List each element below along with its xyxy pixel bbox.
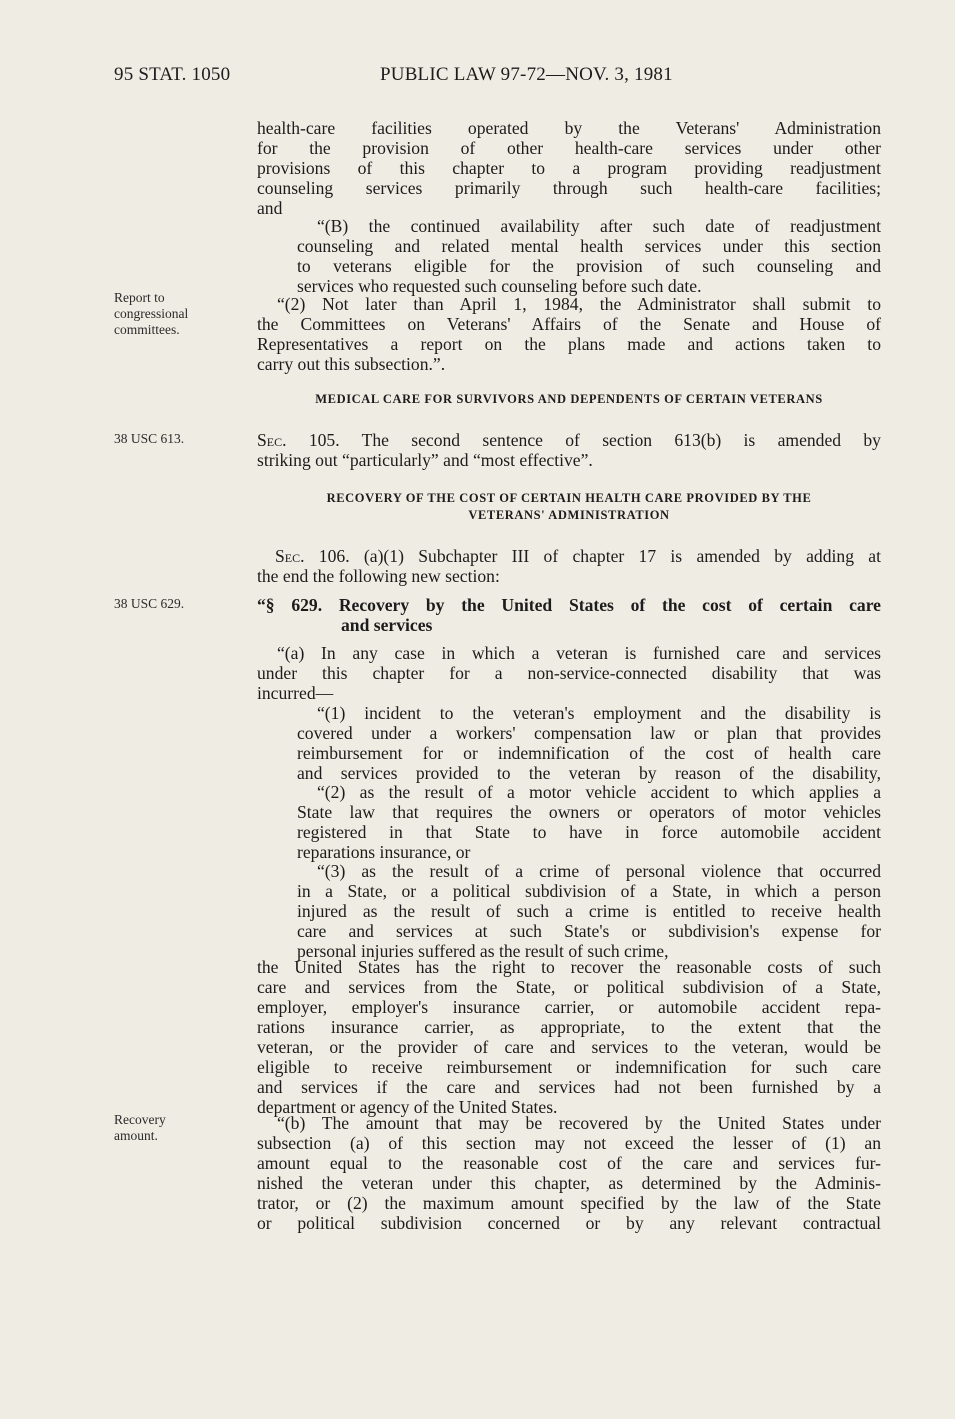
paragraph-a: “(a) In any case in which a veteran is furnished care and services under this chapter for a non-service-connected disability that was incurred— [257, 643, 881, 703]
paragraph-continued: health-care facilities operated by the Veterans' Administration for the provision of other health-care services under other provisions of this chapter to a program providing readjustment counseling services primarily through such health-care facilities; and [257, 118, 881, 218]
paragraph-2-report: “(2) Not later than April 1, 1984, the Administrator shall submit to the Committees on Veterans' Affairs of the Senate and House of Representatives a report on the plans made and actions taken to carry out this subsection.”. [257, 294, 881, 374]
item-2-motor-vehicle: “(2) as the result of a motor vehicle accident to which applies a State law that requires the owners or operators of motor vehicles registered in that State to have in force automobile accident reparations insurance, or [297, 782, 881, 862]
section-629-title: “§ 629. Recovery by the United States of the cost of certain care and services [257, 595, 881, 635]
section-106: Sec. 106. (a)(1) Subchapter III of chapter 17 is amended by adding at the end the following new section: [257, 546, 881, 586]
paragraph-b-availability: “(B) the continued availability after such date of readjustment counseling and related mental health services under this section to veterans eligible for the provision of such counseling and services who requested such counseling before such date. [297, 216, 881, 296]
running-header: PUBLIC LAW 97-72—NOV. 3, 1981 [380, 64, 673, 85]
margin-note-usc629: 38 USC 629. [114, 596, 185, 611]
paragraph-conclusion: the United States has the right to recover the reasonable costs of such care and services from the State, or political subdivision of a State, employer, employer's insurance carrier, or automobile accident repa- rations insurance carrier, as appropriate, to the extent that the veteran, or the provider of care and services to the veteran, would be eligible to receive reimbursement or indemnification for such care and services if the care and services had not been furnished by a department or agency of the United States. [257, 957, 881, 1117]
item-3-crime: “(3) as the result of a crime of personal violence that occurred in a State, or a political subdivision of a State, in which a person injured as the result of such a crime is entitled to receive health care and services at such State's or subdivision's expense for personal injuries suffered as the result of such crime, [297, 861, 881, 961]
section-heading-medical-care: MEDICAL CARE FOR SURVIVORS AND DEPENDENTS OF CERTAIN VETERANS [315, 392, 823, 406]
statute-page-number: 95 STAT. 1050 [114, 64, 231, 85]
section-105: Sec. 105. The second sentence of section 613(b) is amended by striking out “particularly” and “most effective”. [257, 430, 881, 470]
item-1-employment: “(1) incident to the veteran's employment and the disability is covered under a workers' compensation law or plan that provides reimbursement for or indemnification of the cost of health care and services provided to the veteran by reason of the disability, [297, 703, 881, 783]
paragraph-b-recovery-amount: “(b) The amount that may be recovered by the United States under subsection (a) of this section may not exceed the lesser of (1) an amount equal to the reasonable cost of the care and services fur- nished the veteran under this chapter, as determined by the Adminis- trator, or (2) the maximum amount specified by the law of the State or political subdivision concerned or by any relevant contractual [257, 1113, 881, 1233]
margin-note-usc613: 38 USC 613. [114, 431, 185, 446]
margin-note-report: Report to congressional committees. [114, 290, 189, 337]
section-heading-recovery-cost: RECOVERY OF THE COST OF CERTAIN HEALTH CARE PROVIDED BY THE VETERANS' ADMINISTRATION [326, 491, 812, 522]
margin-note-recovery: Recovery amount. [114, 1112, 166, 1143]
